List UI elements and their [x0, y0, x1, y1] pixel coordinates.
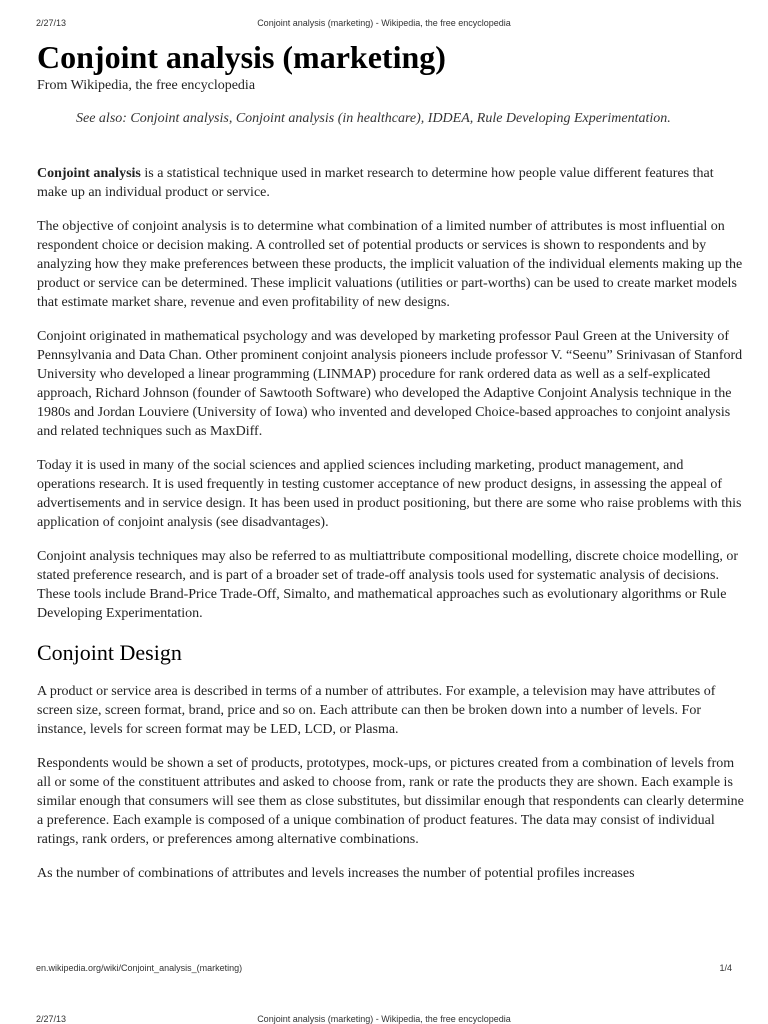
paragraph-attributes: A product or service area is described in terms of a number of attributes. For example, a television may have attributes of screen size, screen format, brand, price and so on. Each attribute can then be broken down into a number of levels. For instance, levels for screen format may be LED, LCD, or Plasma.: [37, 684, 716, 737]
page-url: en.wikipedia.org/wiki/Conjoint_analysis_(marketing): [36, 963, 243, 973]
paragraph-combinations: As the number of combinations of attributes and levels increases the number of potential profiles increases: [37, 866, 635, 881]
print-title: Conjoint analysis (marketing) - Wikipedia, the free encyclopedia: [257, 18, 511, 28]
paragraph-objective: The objective of conjoint analysis is to determine what combination of a limited number of attributes is most influential on respondent choice or decision making. A controlled set of potential products or services is shown to respondents and by analyzing how they make preferences between these products, the implicit valuation of the individual elements making up the product or service can be determined. These implicit valuations (utilities or part-worths) can be used to create market models that estimate market share, revenue and even profitability of new designs.: [37, 219, 743, 310]
print-date: 2/27/13: [36, 18, 67, 28]
print-date-next: 2/27/13: [36, 1014, 67, 1024]
print-header-next-page: [36, 1014, 732, 1024]
page-title: Conjoint analysis (marketing): [37, 39, 446, 75]
print-header: [36, 18, 732, 32]
from-wikipedia-tagline: From Wikipedia, the free encyclopedia: [37, 78, 256, 93]
print-title-next: Conjoint analysis (marketing) - Wikipedia, the free encyclopedia: [257, 1014, 511, 1024]
article-content: [37, 38, 744, 883]
paragraph-techniques: Conjoint analysis techniques may also be referred to as multiattribute compositional modelling, discrete choice modelling, or stated preference research, and is part of a broader set of trade-off analysis tools used for systematic analysis of decisions. These tools include Brand-Price Trade-Off, Simalto, and mathematical approaches such as evolutionary algorithms or Rule Developing Experimentation.: [37, 549, 738, 621]
page-number: 1/4: [719, 963, 732, 973]
intro-term: Conjoint analysis: [37, 166, 141, 181]
see-also-note: See also: Conjoint analysis, Conjoint analysis (in healthcare), IDDEA, Rule Developing Experimentation.: [76, 111, 671, 126]
paragraph-origin: Conjoint originated in mathematical psychology and was developed by marketing professor Paul Green at the University of Pennsylvania and Data Chan. Other prominent conjoint analysis pioneers include professor V. “Seenu” Srinivasan of Stanford University who developed a linear programming (LINMAP) procedure for rank ordered data as well as a self-explicated approach, Richard Johnson (founder of Sawtooth Software) who developed the Adaptive Conjoint Analysis technique in the 1980s and Jordan Louviere (University of Iowa) who invented and developed Choice-based approaches to conjoint analysis and related techniques such as MaxDiff.: [37, 329, 743, 439]
intro-paragraph: [37, 164, 744, 202]
intro-text: is a statistical technique used in market research to determine how people value different features that make up an individual product or service.: [37, 166, 714, 200]
paragraph-respondents: Respondents would be shown a set of products, prototypes, mock-ups, or pictures created from a combination of levels from all or some of the constituent attributes and asked to choose from, rank or rate the products they are shown. Each example is similar enough that consumers will see them as close substitutes, but dissimilar enough that respondents can clearly determine a preference. Each example is composed of a unique combination of product features. The data may consist of individual ratings, rank orders, or preferences among alternative combinations.: [37, 756, 744, 847]
print-footer: [36, 963, 732, 977]
paragraph-usage: Today it is used in many of the social sciences and applied sciences including marketing, product management, and operations research. It is used frequently in testing customer acceptance of new product designs, in assessing the appeal of advertisements and in service design. It has been used in product positioning, but there are some who raise problems with this application of conjoint analysis (see disadvantages).: [37, 458, 742, 530]
section-heading-conjoint-design: Conjoint Design: [37, 640, 182, 665]
